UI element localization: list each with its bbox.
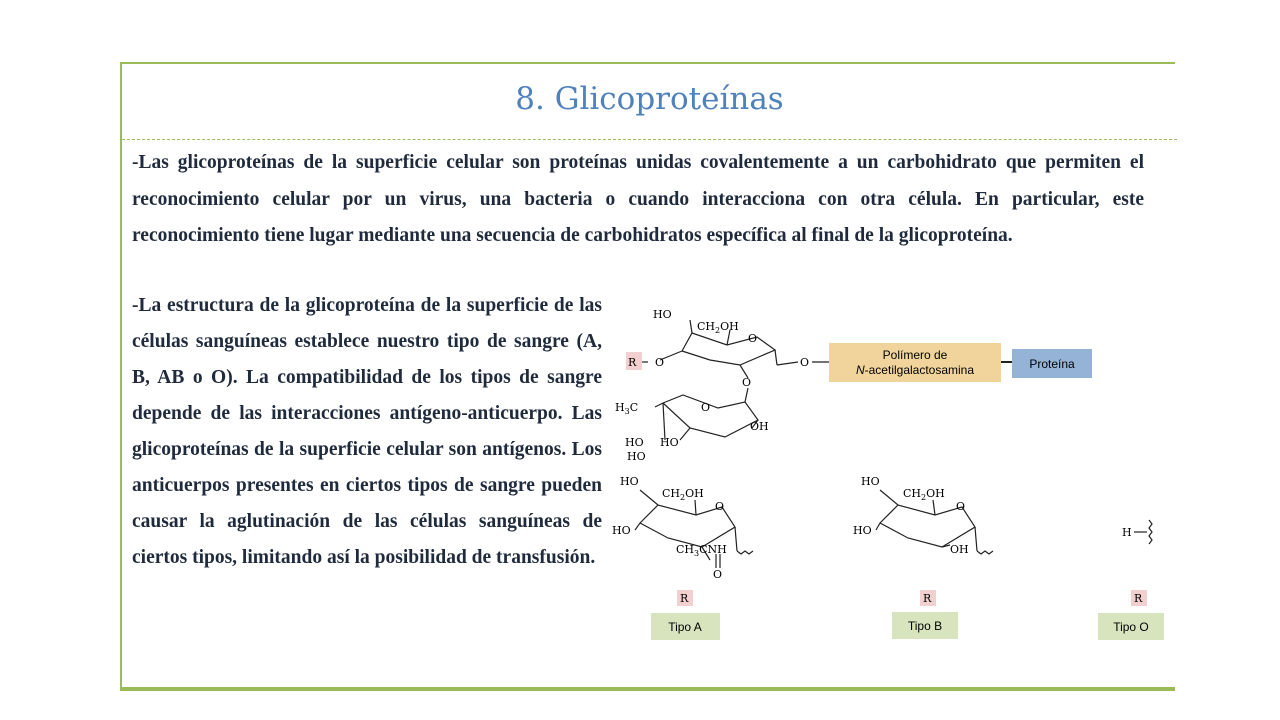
bond xyxy=(655,403,663,407)
ring-oxygen: O xyxy=(748,332,758,345)
bond xyxy=(690,320,692,333)
ch2oh-label: $CH_2OH$ xyxy=(662,487,704,502)
bond xyxy=(775,350,777,365)
r-label: R xyxy=(628,356,637,369)
bond xyxy=(745,388,748,402)
bottom-ring xyxy=(663,395,758,437)
slide-title: 8. Glicoproteínas xyxy=(515,81,784,117)
bond xyxy=(663,403,665,440)
tipo-o-label: Tipo O xyxy=(1113,620,1149,634)
ho-label: HO xyxy=(627,450,646,463)
polymer-label-line2: N-acetilgalactosamina xyxy=(855,363,975,377)
oh-label: OH xyxy=(950,543,969,556)
ho-label: HO xyxy=(612,524,631,537)
tipo-b-label: Tipo B xyxy=(907,619,943,633)
wavy-bond xyxy=(737,551,753,554)
bond xyxy=(735,527,737,551)
h-label: H xyxy=(1122,526,1132,539)
bond xyxy=(680,428,690,440)
ho-label: HO xyxy=(625,436,644,449)
carbonyl-oxygen: O xyxy=(713,568,723,581)
r-label: R xyxy=(680,592,689,605)
bond xyxy=(876,523,880,530)
ho-label: HO xyxy=(660,436,679,449)
oh-label: OH xyxy=(750,420,769,433)
wavy-bond xyxy=(977,551,993,554)
paragraph-blood-types: -La estructura de la glicoproteína de la superficie de las células sanguíneas establece nuestro tipo de sangre (A, B, AB o O). La compatibilidad de los tipos de sangre depende de las interacciones antígeno-anticuerpo. Las glicoproteínas de la superficie celular son antígenos. Los anticuerpos presentes en ciertos tipos de sangre pueden causar la aglutinación de las células sanguíneas de ciertos tipos, limitando así la posibilidad de transfusión. xyxy=(132,295,602,568)
bond xyxy=(777,362,798,365)
tipo-a-label: Tipo A xyxy=(668,620,702,634)
ring-oxygen: O xyxy=(800,356,810,369)
protein-label: Proteína xyxy=(1029,357,1075,371)
ho-label: HO xyxy=(853,524,872,537)
ring-oxygen: O xyxy=(715,500,725,513)
bond xyxy=(933,500,935,515)
bond xyxy=(695,500,696,515)
wavy-bond xyxy=(1149,520,1152,544)
ring-oxygen: O xyxy=(655,356,665,369)
h3c-label: $H_3C$ xyxy=(615,401,639,416)
ch3cnh-label: $CH_3CNH$ xyxy=(676,543,727,558)
ch2oh-label: $CH_2OH$ xyxy=(697,320,739,335)
r-label: R xyxy=(1134,592,1143,605)
ring-oxygen: O xyxy=(742,376,752,389)
polymer-label-line1: Polímero de xyxy=(882,348,948,362)
ring-oxygen: O xyxy=(956,500,966,513)
bond xyxy=(880,490,898,505)
paragraph-intro: -Las glicoproteínas de la superficie celular son proteínas unidas covalentemente a un carbohidrato que permiten el reconocimiento celular por un virus, una bacteria o cuando interacciona con otra célula. En particular, este reconocimiento tiene lugar mediante una secuencia de carbohidratos específica al final de la glicoproteína. xyxy=(132,152,1144,246)
r-label: R xyxy=(923,592,932,605)
ring-oxygen: O xyxy=(701,401,711,414)
ho-label: HO xyxy=(620,475,639,488)
bond xyxy=(640,490,658,505)
bond xyxy=(975,527,977,551)
ho-label: HO xyxy=(653,308,672,321)
bond xyxy=(635,523,640,530)
ho-label: HO xyxy=(861,475,880,488)
ch2oh-label: $CH_2OH$ xyxy=(903,487,945,502)
